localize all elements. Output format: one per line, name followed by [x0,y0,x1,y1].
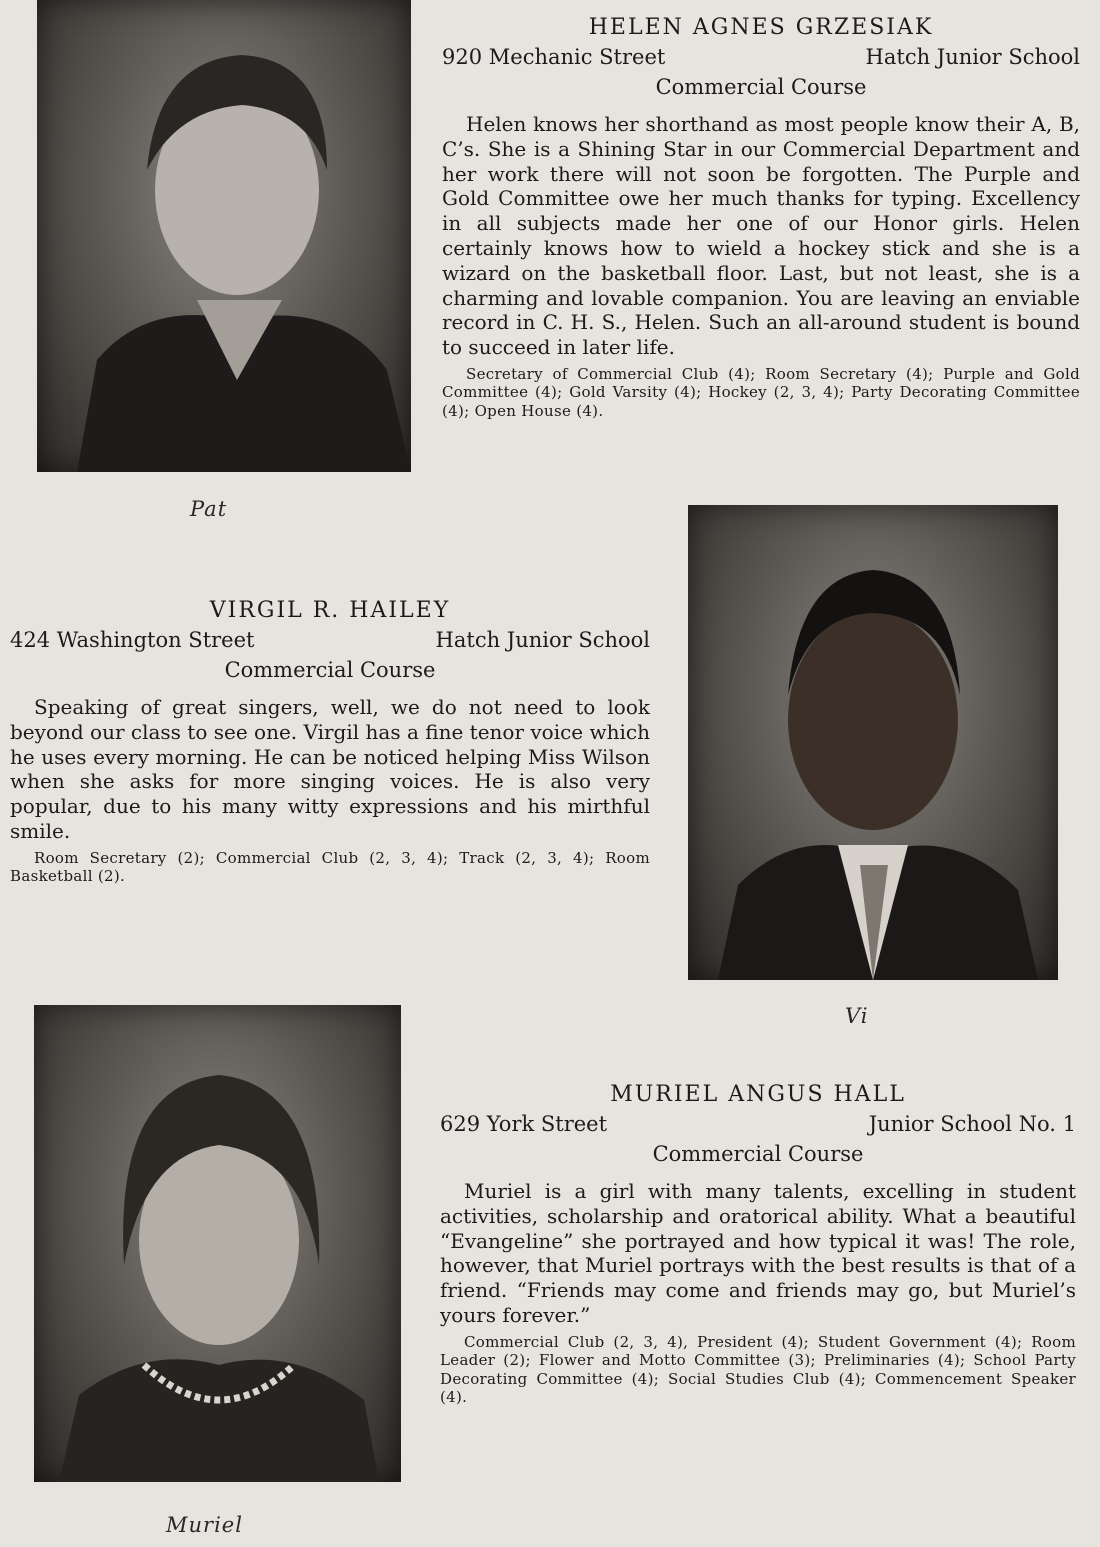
address-line [10,625,650,655]
student-bio: Muriel is a girl with many talents, excelling in student activities, scholarship and oratorical ability. What a beautiful “Evangeline” she portrayed and how typical it was! The role, however, that Muriel portrays with the best results is that of a friend. “Friends may come and friends may go, but Muriel’s yours forever.” [440,1179,1076,1327]
student-name: MURIEL ANGUS HALL [610,1082,906,1107]
course-label: Commercial Course [655,75,867,99]
portrait-photo-virgil [688,505,1058,980]
student-bio: Speaking of great singers, well, we do not need to look beyond our class to see one. Virgil has a fine tenor voice which he uses every morning. He can be noticed helping Miss Wilson when she asks for more singing voices. He is also very popular, due to his many witty expressions and his mirthful smile. [10,695,650,843]
street-address: 920 Mechanic Street [442,45,666,69]
address-line [440,1109,1076,1139]
entry-helen [442,14,1080,420]
street-address: 424 Washington Street [10,628,255,652]
activities-list: Room Secretary (2); Commercial Club (2, 3, 4); Track (2, 3, 4); Room Basketball (2). [10,848,650,886]
junior-school: Junior School No. 1 [868,1112,1076,1136]
student-name: HELEN AGNES GRZESIAK [588,15,934,40]
activities-list: Secretary of Commercial Club (4); Room Secretary (4); Purple and Gold Committee (4); Gold Varsity (4); Hockey (2, 3, 4); Party Decorating Committee (4); Open House (4). [442,364,1080,420]
street-address: 629 York Street [440,1112,608,1136]
portrait-photo-muriel [34,1005,401,1482]
address-line [442,42,1080,72]
course-label: Commercial Course [652,1142,864,1166]
student-name: VIRGIL R. HAILEY [209,598,451,623]
junior-school: Hatch Junior School [865,45,1080,69]
entry-muriel [440,1081,1076,1407]
entry-virgil [10,597,650,886]
activities-list: Commercial Club (2, 3, 4), President (4); Student Government (4); Room Leader (2); Flower and Motto Committee (3); Preliminaries (4); School Party Decorating Committee (4); Social Studies Club (4); Commencement Speaker (4). [440,1332,1076,1407]
junior-school: Hatch Junior School [435,628,650,652]
student-bio: Helen knows her shorthand as most people know their A, B, C’s. She is a Shining Star in our Commercial Department and her work there will not soon be forgotten. The Purple and Gold Committee owe her much thanks for typing. Excellency in all subjects made her one of our Honor girls. Helen certainly knows how to wield a hockey stick and she is a wizard on the basketball floor. Last, but not least, she is a charming and lovable companion. You are leaving an enviable record in C. H. S., Helen. Such an all-around student is bound to succeed in later life. [442,112,1080,360]
nickname-helen: Pat [190,497,228,521]
nickname-virgil: Vi [845,1004,869,1028]
nickname-muriel: Muriel [166,1513,243,1537]
portrait-photo-helen [37,0,411,472]
course-label: Commercial Course [224,658,436,682]
